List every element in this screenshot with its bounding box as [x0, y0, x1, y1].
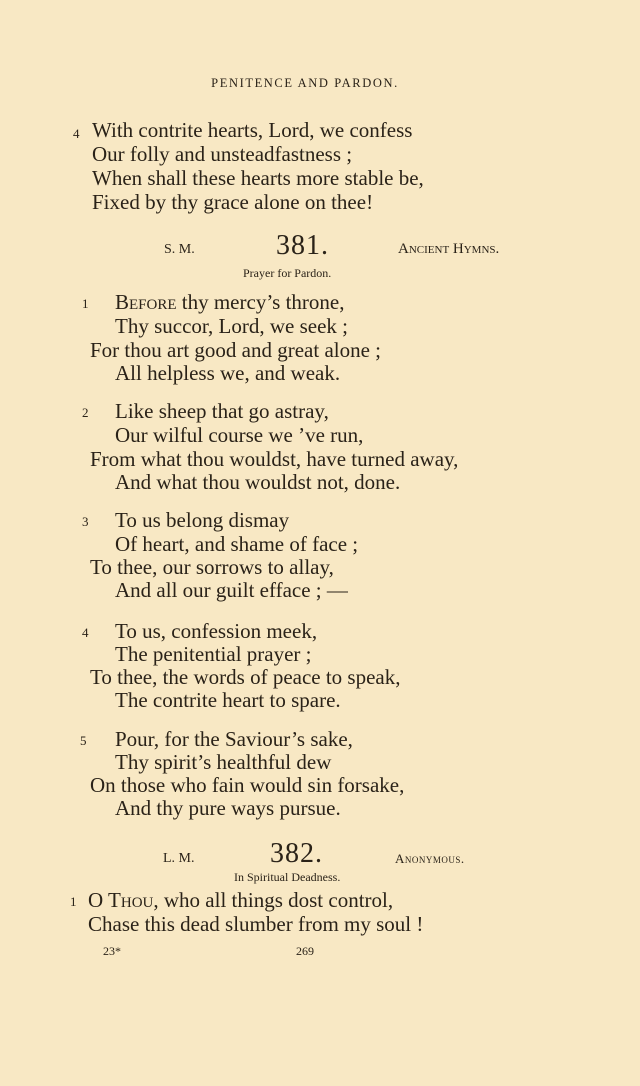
stanza-number: 5 [80, 733, 87, 748]
verse-line [115, 290, 344, 314]
hymn-number: 382. [270, 838, 323, 869]
drop-word: Before [115, 290, 177, 314]
verse-line: Of heart, and shame of face ; [115, 532, 359, 556]
meter: L. M. [163, 851, 195, 866]
running-head: PENITENCE AND PARDON. [211, 76, 399, 90]
stanza-number: 3 [82, 514, 89, 529]
hymn-author: Ancient Hymns. [398, 241, 500, 257]
verse-line: Fixed by thy grace alone on thee! [92, 190, 374, 214]
hymn-subtitle: In Spiritual Deadness. [234, 870, 341, 884]
verse-line: When shall these hearts more stable be, [92, 166, 424, 190]
verse-line: All helpless we, and weak. [115, 361, 341, 385]
verse-line: Chase this dead slumber from my soul ! [88, 912, 424, 936]
verse-line: And all our guilt efface ; — [115, 578, 348, 602]
verse-line: Our wilful course we ’ve run, [115, 423, 364, 447]
stanza-number: 1 [70, 894, 77, 909]
verse-line: To us, confession meek, [115, 619, 318, 643]
verse-line: Like sheep that go astray, [115, 399, 329, 423]
hymn-number: 381. [276, 230, 329, 261]
drop-word: O Thou [88, 888, 154, 912]
verse-line: For thou art good and great alone ; [90, 338, 382, 362]
verse-line: On those who fain would sin forsake, [90, 773, 405, 797]
page-number: 269 [296, 944, 314, 958]
signature-mark: 23* [103, 944, 121, 958]
stanza-number: 4 [82, 625, 89, 640]
verse-line: Thy spirit’s healthful dew [115, 750, 332, 774]
verse-line: Thy succor, Lord, we seek ; [115, 314, 348, 338]
verse-line: To us belong dismay [115, 508, 290, 532]
verse-line [88, 888, 393, 912]
stanza-number: 2 [82, 405, 89, 420]
verse-line-rest: thy mercy’s throne, [176, 290, 345, 314]
verse-line: The penitential prayer ; [115, 642, 312, 666]
verse-line: And thy pure ways pursue. [115, 796, 341, 820]
verse-line: Pour, for the Saviour’s sake, [115, 727, 353, 751]
verse-line: Our folly and unsteadfastness ; [92, 142, 353, 166]
verse-line: To thee, our sorrows to allay, [90, 555, 334, 579]
hymn-subtitle: Prayer for Pardon. [243, 266, 332, 280]
verse-line: The contrite heart to spare. [115, 688, 341, 712]
meter: S. M. [164, 242, 195, 257]
stanza-number: 1 [82, 296, 89, 311]
verse-line-rest: , who all things dost control, [153, 888, 394, 912]
stanza-number: 4 [73, 126, 80, 141]
verse-line: With contrite hearts, Lord, we confess [92, 118, 413, 142]
verse-line: From what thou wouldst, have turned away, [90, 447, 459, 471]
verse-line: To thee, the words of peace to speak, [90, 665, 401, 689]
verse-line: And what thou wouldst not, done. [115, 470, 401, 494]
hymn-author: Anonymous. [395, 851, 465, 866]
